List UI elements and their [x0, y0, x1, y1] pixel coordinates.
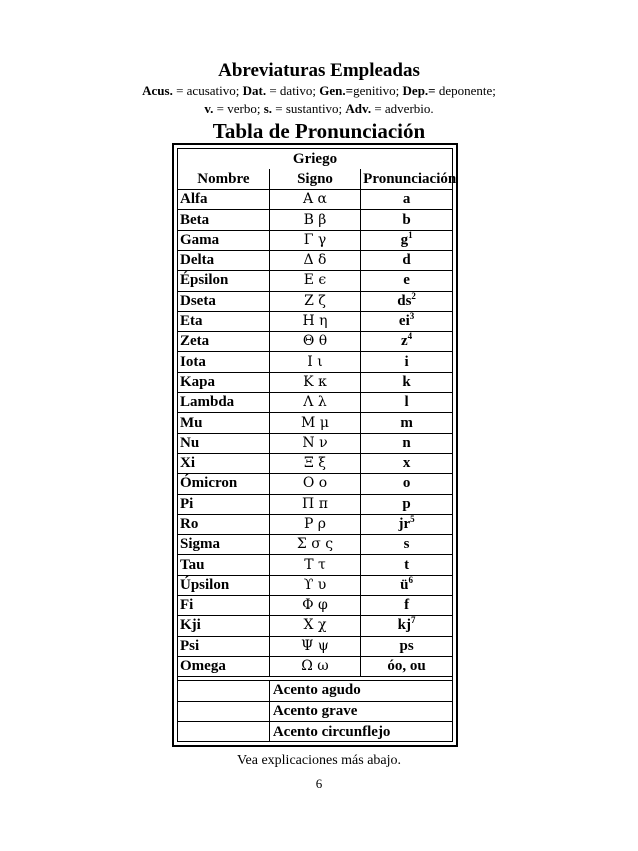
- letter-sign: Ε ϵ: [269, 271, 360, 291]
- table-row: [178, 494, 452, 514]
- pronunciation-text: t: [404, 556, 410, 573]
- letter-pronunciation: [361, 291, 452, 311]
- letter-name: Zeta: [178, 332, 269, 352]
- pronunciation-text: s: [403, 536, 410, 553]
- abbreviation-meaning: = acusativo;: [172, 83, 243, 98]
- letter-pronunciation: [361, 250, 452, 270]
- table-row: [178, 474, 452, 494]
- table-row: [178, 372, 452, 392]
- accent-label: Acento circunflejo: [269, 722, 452, 743]
- table-title: Tabla de Pronunciación: [212, 119, 426, 143]
- letter-sign: Γ γ: [269, 230, 360, 250]
- footnote-reference: Vea explicaciones más abajo.: [236, 753, 402, 768]
- pronunciation-text: ps: [399, 637, 414, 654]
- letter-sign: Π π: [269, 494, 360, 514]
- footnote-marker: 7: [411, 615, 416, 626]
- letter-name: Alfa: [178, 190, 269, 210]
- pronunciation-text: n: [402, 434, 411, 451]
- abbreviation-meaning: genitivo;: [353, 83, 403, 98]
- footnote-marker: 6: [408, 574, 413, 585]
- table-row: [178, 311, 452, 331]
- abbreviations-line-2: [0, 101, 638, 117]
- abbreviation-abbr: s.: [263, 101, 272, 116]
- table-row: [178, 230, 452, 250]
- letter-name: Xi: [178, 453, 269, 473]
- letter-pronunciation: [361, 190, 452, 210]
- letter-name: Lambda: [178, 393, 269, 413]
- pronunciation-text: e: [403, 272, 410, 289]
- letter-name: Mu: [178, 413, 269, 433]
- letter-sign: Ψ ψ: [269, 636, 360, 656]
- abbreviations-line-1: [0, 83, 638, 99]
- letter-sign: Ω ω: [269, 656, 360, 676]
- footnote-marker: 3: [409, 311, 415, 322]
- table-row: [178, 433, 452, 453]
- letter-name: Tau: [178, 555, 269, 575]
- table-row: [178, 413, 452, 433]
- abbreviation-abbr: Adv.: [345, 101, 372, 116]
- letter-pronunciation: [361, 393, 452, 413]
- table-row: [178, 596, 452, 616]
- letter-pronunciation: [361, 514, 452, 534]
- column-header-sign: Signo: [269, 169, 360, 189]
- letter-sign: Α α: [269, 190, 360, 210]
- letter-pronunciation: [361, 372, 452, 392]
- pronunciation-text: z: [400, 333, 408, 350]
- abbreviation-abbr: Dep.=: [402, 83, 436, 98]
- letter-pronunciation: [361, 474, 452, 494]
- accent-label: Acento grave: [269, 701, 452, 722]
- abbreviation-abbr: Gen.=: [319, 83, 354, 98]
- letter-sign: Ο ο: [269, 474, 360, 494]
- abbreviation-meaning: = sustantivo;: [272, 101, 346, 116]
- letter-sign: Τ τ: [269, 555, 360, 575]
- accent-row: [178, 701, 452, 722]
- letter-name: Sigma: [178, 535, 269, 555]
- abbreviation-meaning: = dativo;: [266, 83, 320, 98]
- letter-sign: Λ λ: [269, 393, 360, 413]
- table-row: [178, 250, 452, 270]
- table-row: [178, 332, 452, 352]
- pronunciation-text: a: [402, 191, 411, 208]
- pronunciation-text: ei: [398, 313, 410, 330]
- table-row: [178, 393, 452, 413]
- table-row: [178, 514, 452, 534]
- letter-sign: Φ φ: [269, 596, 360, 616]
- pronunciation-text: kj: [397, 617, 411, 634]
- letter-sign: Δ δ: [269, 250, 360, 270]
- letter-pronunciation: [361, 352, 452, 372]
- table-row: [178, 291, 452, 311]
- letter-sign: Ι ι: [269, 352, 360, 372]
- letter-name: Nu: [178, 433, 269, 453]
- table-row: [178, 575, 452, 595]
- footnote-marker: 4: [407, 331, 413, 342]
- footnote-marker: 2: [411, 290, 416, 301]
- letter-name: Kapa: [178, 372, 269, 392]
- page-title: Abreviaturas Empleadas: [218, 60, 420, 81]
- letter-pronunciation: [361, 311, 452, 331]
- abbreviation-meaning: deponente;: [435, 83, 496, 98]
- table-row: [178, 352, 452, 372]
- letter-name: Beta: [178, 210, 269, 230]
- letter-sign: Ρ ρ: [269, 514, 360, 534]
- letter-sign: Σ σ ς: [269, 535, 360, 555]
- letter-pronunciation: [361, 555, 452, 575]
- abbreviation-abbr: Dat.: [242, 83, 267, 98]
- letter-name: Eta: [178, 311, 269, 331]
- page-number: 6: [315, 776, 323, 791]
- letter-name: Psi: [178, 636, 269, 656]
- footnote-marker: 5: [410, 513, 415, 524]
- accent-symbol-cell: [178, 701, 269, 722]
- letter-name: Ómicron: [178, 474, 269, 494]
- table-row: [178, 636, 452, 656]
- letter-sign: Μ μ: [269, 413, 360, 433]
- accent-row: [178, 722, 452, 743]
- abbreviation-abbr: Acus.: [142, 83, 173, 98]
- letter-name: Pi: [178, 494, 269, 514]
- table-row: [178, 656, 452, 676]
- letter-pronunciation: [361, 535, 452, 555]
- letter-pronunciation: [361, 494, 452, 514]
- letter-name: Iota: [178, 352, 269, 372]
- letter-name: Ro: [178, 514, 269, 534]
- letter-name: Gama: [178, 230, 269, 250]
- pronunciation-text: l: [404, 394, 409, 411]
- accent-label: Acento agudo: [269, 681, 452, 702]
- letter-pronunciation: [361, 656, 452, 676]
- letter-sign: Ζ ζ: [269, 291, 360, 311]
- letter-pronunciation: [361, 332, 452, 352]
- letter-pronunciation: [361, 413, 452, 433]
- letter-sign: Κ κ: [269, 372, 360, 392]
- letter-pronunciation: [361, 453, 452, 473]
- pronunciation-table-inner-frame: [177, 148, 457, 742]
- accent-symbol-cell: [178, 681, 269, 702]
- abbreviation-meaning: = verbo;: [213, 101, 264, 116]
- letter-name: Omega: [178, 656, 269, 676]
- table-row: [178, 555, 452, 575]
- table-row: [178, 210, 452, 230]
- letter-pronunciation: [361, 636, 452, 656]
- letter-pronunciation: [361, 616, 452, 636]
- group-header: Griego: [292, 150, 338, 167]
- table-row: [178, 535, 452, 555]
- letter-sign: ϒ υ: [269, 575, 360, 595]
- pronunciation-text: óo, ou: [387, 658, 426, 675]
- footnote-marker: 1: [408, 229, 413, 240]
- letter-sign: Χ χ: [269, 616, 360, 636]
- pronunciation-text: jr: [398, 515, 411, 532]
- letter-pronunciation: [361, 433, 452, 453]
- pronunciation-text: d: [402, 252, 411, 269]
- pronunciation-text: ü: [400, 576, 409, 593]
- letter-pronunciation: [361, 230, 452, 250]
- pronunciation-text: p: [402, 495, 411, 512]
- letter-sign: Ξ ξ: [269, 453, 360, 473]
- table-row: [178, 453, 452, 473]
- pronunciation-text: o: [402, 475, 411, 492]
- table-row: [178, 271, 452, 291]
- abbreviation-abbr: v.: [204, 101, 214, 116]
- column-header-name: Nombre: [178, 169, 269, 189]
- letter-sign: Θ θ: [269, 332, 360, 352]
- letter-name: Épsilon: [178, 271, 269, 291]
- pronunciation-text: i: [404, 353, 409, 370]
- pronunciation-text: m: [400, 414, 413, 431]
- letter-sign: Η η: [269, 311, 360, 331]
- pronunciation-text: f: [404, 597, 410, 614]
- pronunciation-table-frame: [172, 143, 458, 747]
- accent-row: [178, 681, 452, 702]
- letter-name: Fi: [178, 596, 269, 616]
- pronunciation-table: [178, 149, 457, 742]
- pronunciation-text: k: [402, 373, 411, 390]
- letter-name: Úpsilon: [178, 575, 269, 595]
- letter-sign: Β β: [269, 210, 360, 230]
- letter-pronunciation: [361, 575, 452, 595]
- pronunciation-text: x: [402, 455, 411, 472]
- letter-pronunciation: [361, 271, 452, 291]
- column-header-pronunciation: Pronunciación: [363, 170, 457, 187]
- letter-pronunciation: [361, 210, 452, 230]
- pronunciation-text: b: [402, 211, 411, 228]
- table-row: [178, 616, 452, 636]
- letter-pronunciation: [361, 596, 452, 616]
- pronunciation-text: ds: [397, 292, 412, 309]
- abbreviation-meaning: = adverbio.: [371, 101, 434, 116]
- letter-name: Dseta: [178, 291, 269, 311]
- letter-name: Kji: [178, 616, 269, 636]
- table-row: [178, 190, 452, 210]
- letter-name: Delta: [178, 250, 269, 270]
- letter-sign: Ν ν: [269, 433, 360, 453]
- accent-symbol-cell: [178, 722, 269, 743]
- pronunciation-text: g: [400, 231, 409, 248]
